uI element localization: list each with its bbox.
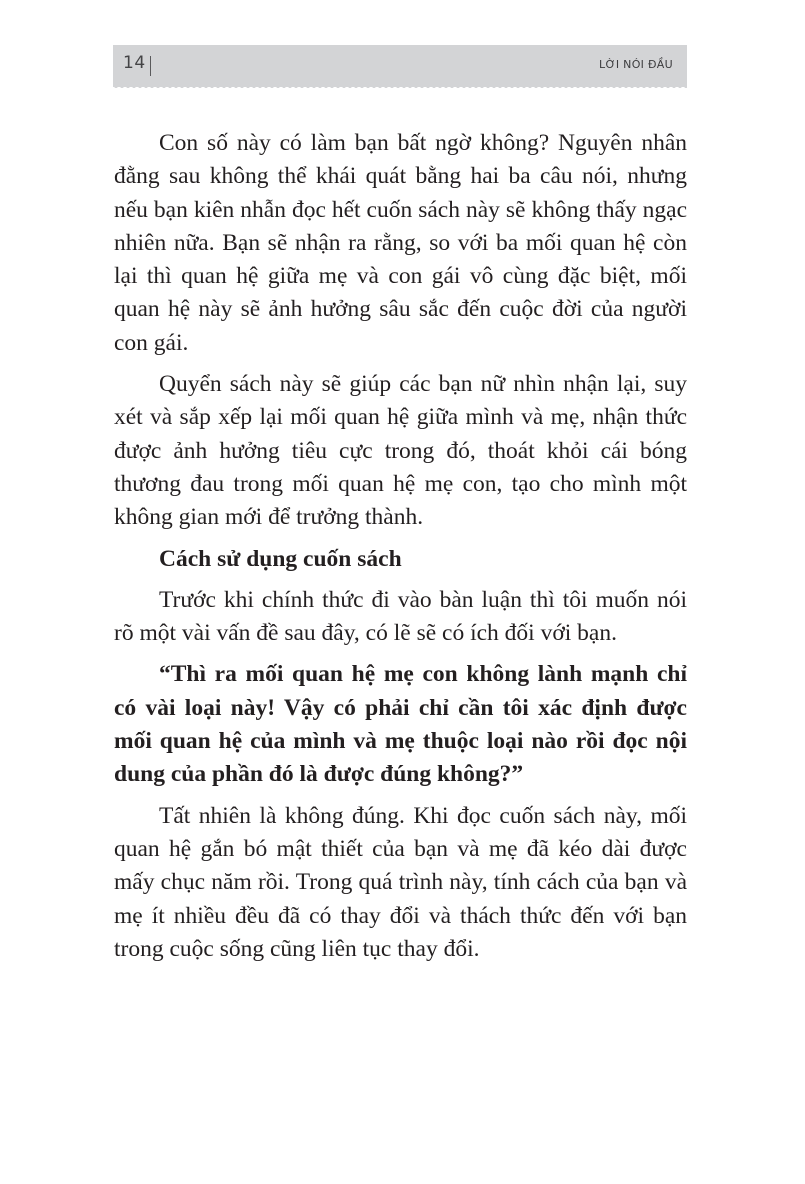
- page-body: [114, 127, 687, 974]
- section-heading: Cách sử dụng cuốn sách: [159, 545, 402, 572]
- paragraph: Con số này có làm bạn bất ngờ không? Nguyên nhân đằng sau không thể khái quát bằng hai ba câu nói, nhưng nếu bạn kiên nhẫn đọc hết cuốn sách này sẽ không thấy ngạc nhiên nữa. Bạn sẽ nhận ra rằng, so với ba mối quan hệ còn lại thì quan hệ giữa mẹ và con gái vô cùng đặc biệt, mối quan hệ này sẽ ảnh hưởng sâu sắc đến cuộc đời của người con gái.: [114, 130, 687, 356]
- paragraph: Trước khi chính thức đi vào bàn luận thì tôi muốn nói rõ một vài vấn đề sau đây, có lẽ sẽ có ích đối với bạn.: [114, 586, 687, 647]
- paragraph: Tất nhiên là không đúng. Khi đọc cuốn sách này, mối quan hệ gắn bó mật thiết của bạn và mẹ đã kéo dài được mấy chục năm rồi. Trong quá trình này, tính cách của bạn và mẹ ít nhiều đều đã có thay đổi và thách thức đến với bạn trong cuộc sống cũng liên tục thay đổi.: [114, 802, 687, 962]
- bold-quote-paragraph: “Thì ra mối quan hệ mẹ con không lành mạnh chỉ có vài loại này! Vậy có phải chỉ cần tôi xác định được mối quan hệ của mình và mẹ thuộc loại nào rồi đọc nội dung của phần đó là được đúng không?”: [114, 661, 687, 788]
- chapter-title: LỜI NÓI ĐẦU: [599, 58, 673, 71]
- running-header: [113, 45, 687, 87]
- paragraph: Quyển sách này sẽ giúp các bạn nữ nhìn nhận lại, suy xét và sắp xếp lại mối quan hệ giữa mình và mẹ, nhận thức được ảnh hưởng tiêu cực trong đó, thoát khỏi cái bóng thương đau trong mối quan hệ mẹ con, tạo cho mình một không gian mới để trưởng thành.: [114, 371, 687, 531]
- header-divider: [150, 56, 151, 76]
- page-number: 14: [123, 53, 146, 73]
